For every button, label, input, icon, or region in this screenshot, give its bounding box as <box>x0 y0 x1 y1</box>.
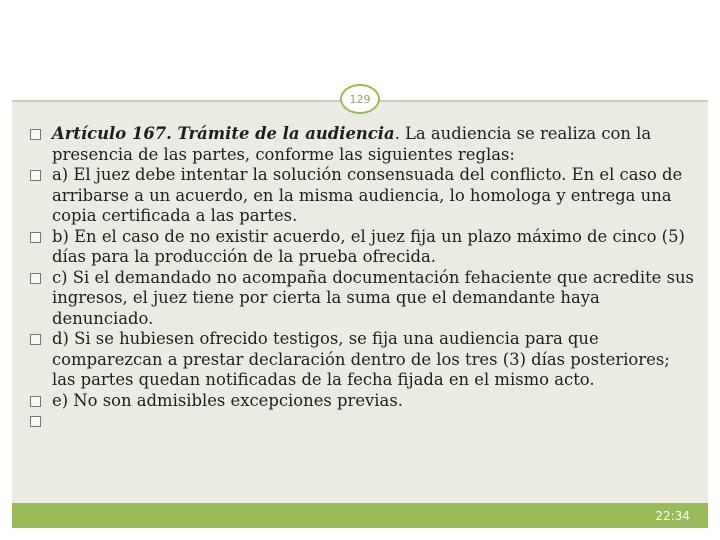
list-item-text: d) Si se hubiesen ofrecido testigos, se fija una audiencia para que comparezcan a prestar declaración dentro de los tres (3) días posteriores; las partes quedan notificadas de la fecha fijada en el mismo acto. <box>52 329 670 389</box>
bullet-icon <box>30 396 41 407</box>
article-intro: . La audiencia se realiza con la presencia de las partes, conforme las siguientes reglas: <box>52 124 652 164</box>
list-item-text: b) En el caso de no existir acuerdo, el juez fija un plazo máximo de cinco (5) días para la producción de la prueba ofrecida. <box>52 226 685 266</box>
list-item-empty <box>30 411 698 431</box>
article-body <box>30 124 698 431</box>
list-item <box>30 268 698 330</box>
bullet-icon <box>30 232 41 243</box>
list-item-text: e) No son admisibles excepciones previas. <box>52 390 403 410</box>
bullet-icon <box>30 273 41 284</box>
list-item <box>30 165 698 227</box>
article-heading: Artículo 167. Trámite de la audiencia <box>52 124 395 143</box>
bullet-icon <box>30 334 41 345</box>
list-item-text: a) El juez debe intentar la solución consensuada del conflicto. En el caso de arribarse a un acuerdo, en la misma audiencia, lo homologa y entrega una copia certificada a las partes. <box>52 165 683 225</box>
bullet-icon <box>30 170 41 181</box>
bullet-icon <box>30 129 41 140</box>
page-number: 129 <box>340 84 380 114</box>
footer-bar <box>12 503 708 528</box>
list-item <box>30 227 698 268</box>
list-item <box>30 329 698 391</box>
article-paragraph <box>30 124 698 165</box>
list-item-text: c) Si el demandado no acompaña documentación fehaciente que acredite sus ingresos, el juez tiene por cierta la suma que el demandante haya denunciado. <box>52 267 694 328</box>
list-item <box>30 391 698 412</box>
bullet-icon <box>30 416 41 427</box>
footer-time: 22:34 <box>655 509 690 523</box>
